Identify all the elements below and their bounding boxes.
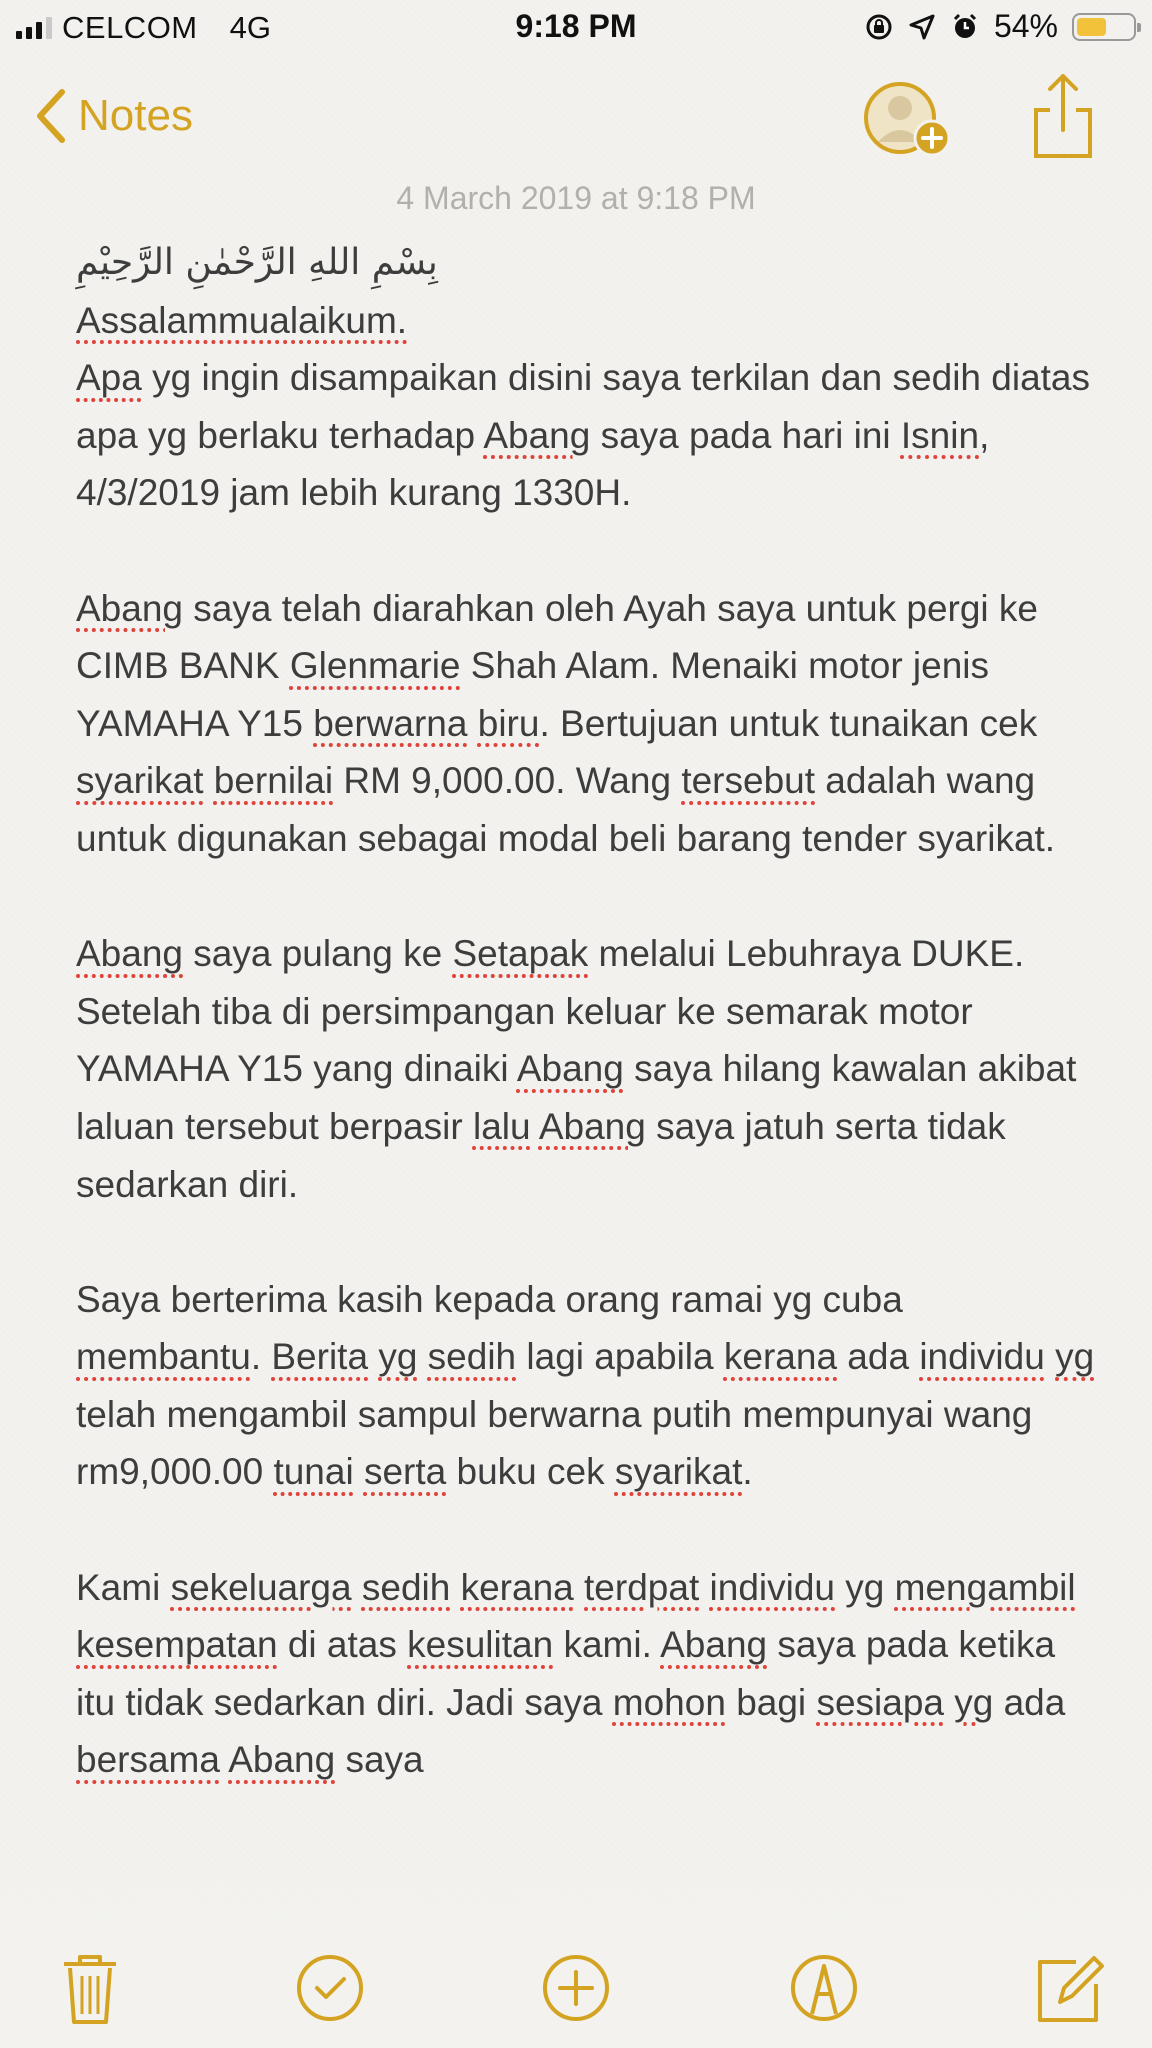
misspelled-word: sekeluarga	[170, 1566, 352, 1608]
markup-icon[interactable]	[784, 1948, 864, 2028]
compose-icon[interactable]	[1030, 1948, 1110, 2028]
text-run: Saya berterima kasih kepada orang ramai yg cuba	[76, 1278, 903, 1320]
text-run: melalui Lebuhraya DUKE. Setelah tiba di persimpangan keluar ke semarak motor YAMAHA Y15 yang dinaiki	[76, 933, 1025, 1090]
battery-icon	[1072, 13, 1136, 41]
navigation-bar	[0, 70, 1152, 170]
misspelled-word: kerana	[723, 1336, 838, 1378]
note-body[interactable]	[76, 234, 1096, 1789]
status-time: 9:18 PM	[515, 8, 637, 44]
misspelled-word: Abang	[76, 933, 183, 975]
misspelled-word: mohon	[612, 1681, 726, 1723]
network-type: 4G	[229, 10, 271, 45]
back-button[interactable]	[36, 88, 193, 144]
paragraph-1	[76, 349, 1096, 522]
text-run: saya telah diarahkan oleh Ayah saya untuk pergi ke CIMB BANK	[76, 587, 1039, 687]
misspelled-word: bernilai	[213, 760, 334, 802]
trash-icon[interactable]	[50, 1948, 130, 2028]
misspelled-word: sedih	[361, 1566, 451, 1608]
battery-percent: 54%	[993, 8, 1058, 44]
text-run	[368, 1336, 378, 1377]
text-run	[354, 1451, 364, 1492]
text-run: yg	[835, 1566, 895, 1608]
text-run: saya	[335, 1739, 424, 1781]
misspelled-word: individu	[709, 1566, 835, 1608]
misspelled-word: sesiapa	[816, 1681, 944, 1723]
paragraph-gap	[76, 522, 1096, 580]
misspelled-word: terdpat	[584, 1566, 700, 1608]
misspelled-word: Abang	[228, 1739, 336, 1781]
misspelled-word: yg	[1055, 1336, 1095, 1378]
text-run	[944, 1682, 954, 1723]
text-run: .	[250, 1336, 272, 1378]
carrier-name: CELCOM	[62, 10, 198, 45]
text-run: . Bertujuan untuk tunaikan cek	[539, 702, 1038, 744]
paragraph-gap	[76, 1501, 1096, 1559]
text-run	[220, 1739, 228, 1780]
misspelled-word: sedih	[427, 1336, 517, 1378]
paragraph-2	[76, 580, 1096, 868]
misspelled-word: bersama	[76, 1739, 220, 1781]
text-run: , 4/3/2019 jam lebih kurang 1330H.	[76, 414, 990, 514]
misspelled-word: syarikat	[76, 760, 204, 802]
text-run: Shah Alam. Menaiki motor jenis YAMAHA Y15	[76, 645, 990, 744]
text-run: bagi	[725, 1681, 817, 1723]
chevron-left-icon	[36, 88, 66, 144]
paragraph-gap	[76, 868, 1096, 926]
misspelled-word: Abang	[483, 414, 591, 456]
text-run: Kami	[76, 1566, 171, 1608]
text-run: ada	[837, 1336, 920, 1378]
paragraph-5	[76, 1559, 1096, 1789]
greeting-line	[76, 292, 1096, 350]
misspelled-word: Glenmarie	[289, 645, 461, 687]
text-run: saya pada ketika itu tidak sedarkan diri. Jadi saya	[76, 1624, 1056, 1723]
text-run	[417, 1336, 427, 1377]
text-run	[203, 760, 213, 801]
text-run: telah mengambil sampul berwarna putih mempunyai wang rm9,000.00	[76, 1393, 1033, 1493]
add-people-icon[interactable]	[860, 78, 956, 158]
text-run	[467, 703, 477, 744]
plus-icon[interactable]	[536, 1948, 616, 2028]
misspelled-word: tunai	[273, 1451, 354, 1493]
misspelled-word: tersebut	[681, 760, 816, 802]
bottom-toolbar	[0, 1940, 1152, 2040]
misspelled-word: individu	[919, 1336, 1045, 1378]
misspelled-word: Berita	[271, 1336, 369, 1378]
misspelled-word: kesulitan	[407, 1624, 554, 1666]
misspelled-word: mengambil	[894, 1566, 1076, 1608]
text-run: yg ingin disampaikan disini saya terkilan dan sedih diatas apa yg berlaku terhadap	[76, 357, 1091, 456]
paragraph-4	[76, 1271, 1096, 1501]
status-right	[864, 8, 1136, 45]
orientation-lock-icon	[864, 12, 894, 42]
misspelled-word: Setapak	[452, 933, 589, 975]
misspelled-word: kerana	[460, 1566, 574, 1608]
misspelled-word: syarikat	[614, 1451, 743, 1493]
misspelled-word: berwarna	[313, 702, 468, 744]
share-icon[interactable]	[1030, 72, 1096, 162]
text-run	[450, 1567, 460, 1608]
text-run	[699, 1567, 709, 1608]
misspelled-word: Abang	[660, 1624, 768, 1666]
text-run	[574, 1567, 584, 1608]
status-bar	[0, 0, 1152, 56]
text-run: saya jatuh serta tidak sedarkan diri.	[76, 1105, 1006, 1205]
text-run: lagi apabila	[516, 1336, 724, 1378]
text-run: buku cek	[446, 1451, 615, 1493]
note-date: 4 March 2019 at 9:18 PM	[396, 180, 756, 216]
misspelled-word: serta	[363, 1451, 447, 1493]
text-run: saya hilang kawalan akibat laluan tersebut berpasir	[76, 1048, 1077, 1147]
location-icon	[908, 13, 936, 41]
misspelled-word: Apa	[76, 357, 142, 399]
misspelled-word: Abang	[538, 1105, 646, 1147]
misspelled-word: biru	[477, 702, 540, 744]
text-run	[531, 1106, 539, 1147]
text-run: saya pulang ke	[183, 933, 453, 975]
misspelled-word: yg	[954, 1681, 994, 1723]
paragraph-gap	[76, 1213, 1096, 1271]
text-run: kami.	[553, 1624, 661, 1666]
text-run: ada	[993, 1681, 1066, 1723]
misspelled-word: Abang	[76, 587, 183, 629]
text-run	[1045, 1336, 1055, 1377]
back-label: Notes	[78, 91, 193, 140]
bismillah-line: بِسْمِ اللهِ الرَّحْمٰنِ الرَّحِيْمِ	[76, 242, 438, 283]
misspelled-word: Abang	[516, 1048, 624, 1090]
text-run: RM 9,000.00. Wang	[333, 760, 682, 802]
misspelled-word: yg	[378, 1336, 418, 1378]
text-run: saya pada hari ini	[590, 414, 901, 456]
misspelled-word: Assalammualaikum.	[76, 299, 408, 341]
paragraph-3	[76, 925, 1096, 1213]
misspelled-word: kesempatan	[76, 1624, 278, 1666]
text-run: di atas	[277, 1624, 408, 1666]
text-run: adalah wang untuk digunakan sebagai modal beli barang tender syarikat.	[76, 760, 1056, 859]
misspelled-word: membantu	[76, 1336, 251, 1378]
misspelled-word: Isnin	[900, 414, 980, 456]
alarm-icon	[950, 12, 980, 42]
misspelled-word: lalu	[472, 1105, 531, 1147]
checklist-icon[interactable]	[290, 1948, 370, 2028]
text-run: .	[742, 1451, 753, 1493]
text-run	[352, 1567, 362, 1608]
